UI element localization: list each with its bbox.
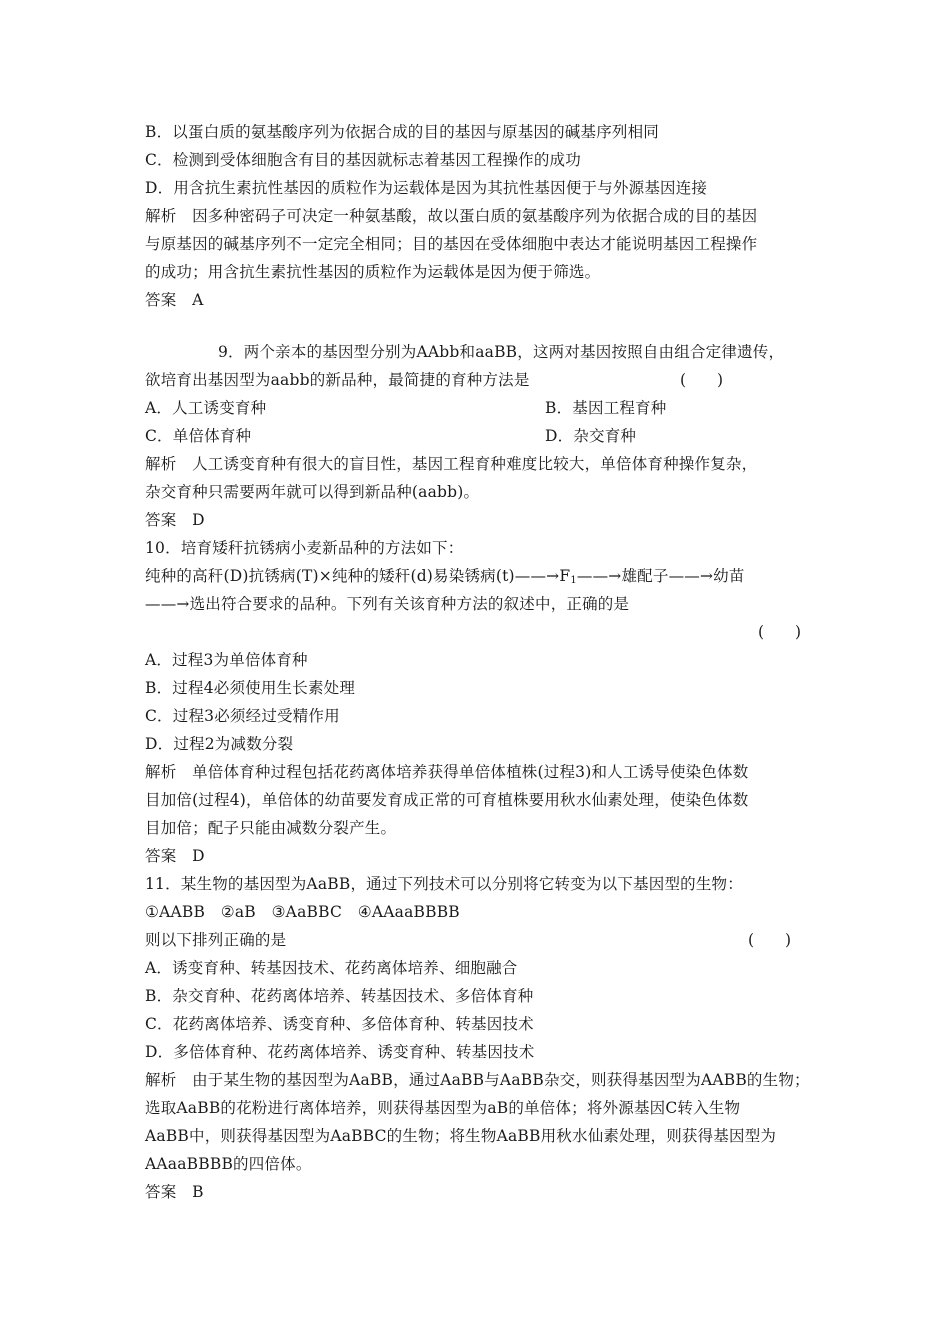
q11-option-d: D．多倍体育种、花药离体培养、诱变育种、转基因技术 xyxy=(145,1043,535,1061)
q9-option-d: D．杂交育种 xyxy=(545,427,637,445)
q9-answer-paren: ( ) xyxy=(680,371,724,389)
q11-stem: 11．某生物的基因型为AaBB，通过下列技术可以分别将它转变为以下基因型的生物： xyxy=(145,875,743,893)
q11-answer-paren: ( ) xyxy=(748,931,792,949)
q10-analysis-line: 解析 单倍体育种过程包括花药离体培养获得单倍体植株(过程3)和人工诱导使染色体数 xyxy=(145,763,749,781)
q10-option-d: D．过程2为减数分裂 xyxy=(145,735,294,753)
q10-stem: ——→选出符合要求的品种。下列有关该育种方法的叙述中，正确的是 xyxy=(145,595,630,613)
q10-answer-paren: ( ) xyxy=(758,623,802,641)
q9-option-c: C．单倍体育种 xyxy=(145,427,252,445)
q9-stem: 欲培育出基因型为aabb的新品种，最简捷的育种方法是 xyxy=(145,371,530,389)
q9-analysis-line: 解析 人工诱变育种有很大的盲目性，基因工程育种难度比较大，单倍体育种操作复杂， xyxy=(145,455,758,473)
q9-option-b: B．基因工程育种 xyxy=(545,399,667,417)
q11-option-a: A．诱变育种、转基因技术、花药离体培养、细胞融合 xyxy=(145,959,518,977)
q11-analysis-line: AaBB中，则获得基因型为AaBBC的生物；将生物AaBB用秋水仙素处理，则获得基因型为 xyxy=(145,1127,777,1145)
q10-analysis-line: 目加倍；配子只能由减数分裂产生。 xyxy=(145,819,397,837)
q10-option-a: A．过程3为单倍体育种 xyxy=(145,651,308,669)
q8-option-c: C．检测到受体细胞含有目的基因就标志着基因工程操作的成功 xyxy=(145,151,581,169)
q10-option-b: B．过程4必须使用生长素处理 xyxy=(145,679,356,697)
q11-genotype-list: ①AABB ②aB ③AaBBC ④AAaaBBBB xyxy=(145,903,460,921)
q10-answer: 答案 D xyxy=(145,847,205,865)
q8-option-b: B．以蛋白质的氨基酸序列为依据合成的目的基因与原基因的碱基序列相同 xyxy=(145,123,659,141)
q11-option-b: B．杂交育种、花药离体培养、转基因技术、多倍体育种 xyxy=(145,987,534,1005)
q10-flow-part1: 纯种的高秆(D)抗锈病(T)×纯种的矮秆(d)易染锈病(t)——→F xyxy=(145,567,571,585)
q9-answer: 答案 D xyxy=(145,511,205,529)
q10-flow-subscript: 1 xyxy=(570,575,577,586)
q8-option-d: D．用含抗生素抗性基因的质粒作为运载体是因为其抗性基因便于与外源基因连接 xyxy=(145,179,708,197)
q8-analysis-line: 与原基因的碱基序列不一定完全相同；目的基因在受体细胞中表达才能说明基因工程操作 xyxy=(145,235,758,253)
q11-stem: 则以下排列正确的是 xyxy=(145,931,287,949)
q8-analysis-line: 解析 因多种密码子可决定一种氨基酸，故以蛋白质的氨基酸序列为依据合成的目的基因 xyxy=(145,207,758,225)
q10-stem: 10．培育矮秆抗锈病小麦新品种的方法如下： xyxy=(145,539,464,557)
q11-answer: 答案 B xyxy=(145,1183,204,1201)
q9-stem: 9．两个亲本的基因型分别为AAbb和aaBB，这两对基因按照自由组合定律遗传， xyxy=(218,343,785,361)
q8-analysis-line: 的成功；用含抗生素抗性基因的质粒作为运载体是因为便于筛选。 xyxy=(145,263,601,281)
q10-stem-flow xyxy=(145,566,745,591)
q8-answer: 答案 A xyxy=(145,291,204,309)
q11-analysis-line: 选取AaBB的花粉进行离体培养，则获得基因型为aB的单倍体；将外源基因C转入生物 xyxy=(145,1099,741,1117)
q10-flow-part2: ——→雄配子——→幼苗 xyxy=(576,567,745,585)
q11-analysis-line: 解析 由于某生物的基因型为AaBB，通过AaBB与AaBB杂交，则获得基因型为AABB的生物； xyxy=(145,1071,810,1089)
q11-option-c: C．花药离体培养、诱变育种、多倍体育种、转基因技术 xyxy=(145,1015,534,1033)
q9-analysis-line: 杂交育种只需要两年就可以得到新品种(aabb)。 xyxy=(145,483,480,501)
q10-option-c: C．过程3必须经过受精作用 xyxy=(145,707,340,725)
q11-analysis-line: AAaaBBBB的四倍体。 xyxy=(145,1155,312,1173)
q10-analysis-line: 目加倍(过程4)，单倍体的幼苗要发育成正常的可育植株要用秋水仙素处理，使染色体数 xyxy=(145,791,749,809)
q9-option-a: A．人工诱变育种 xyxy=(145,399,267,417)
